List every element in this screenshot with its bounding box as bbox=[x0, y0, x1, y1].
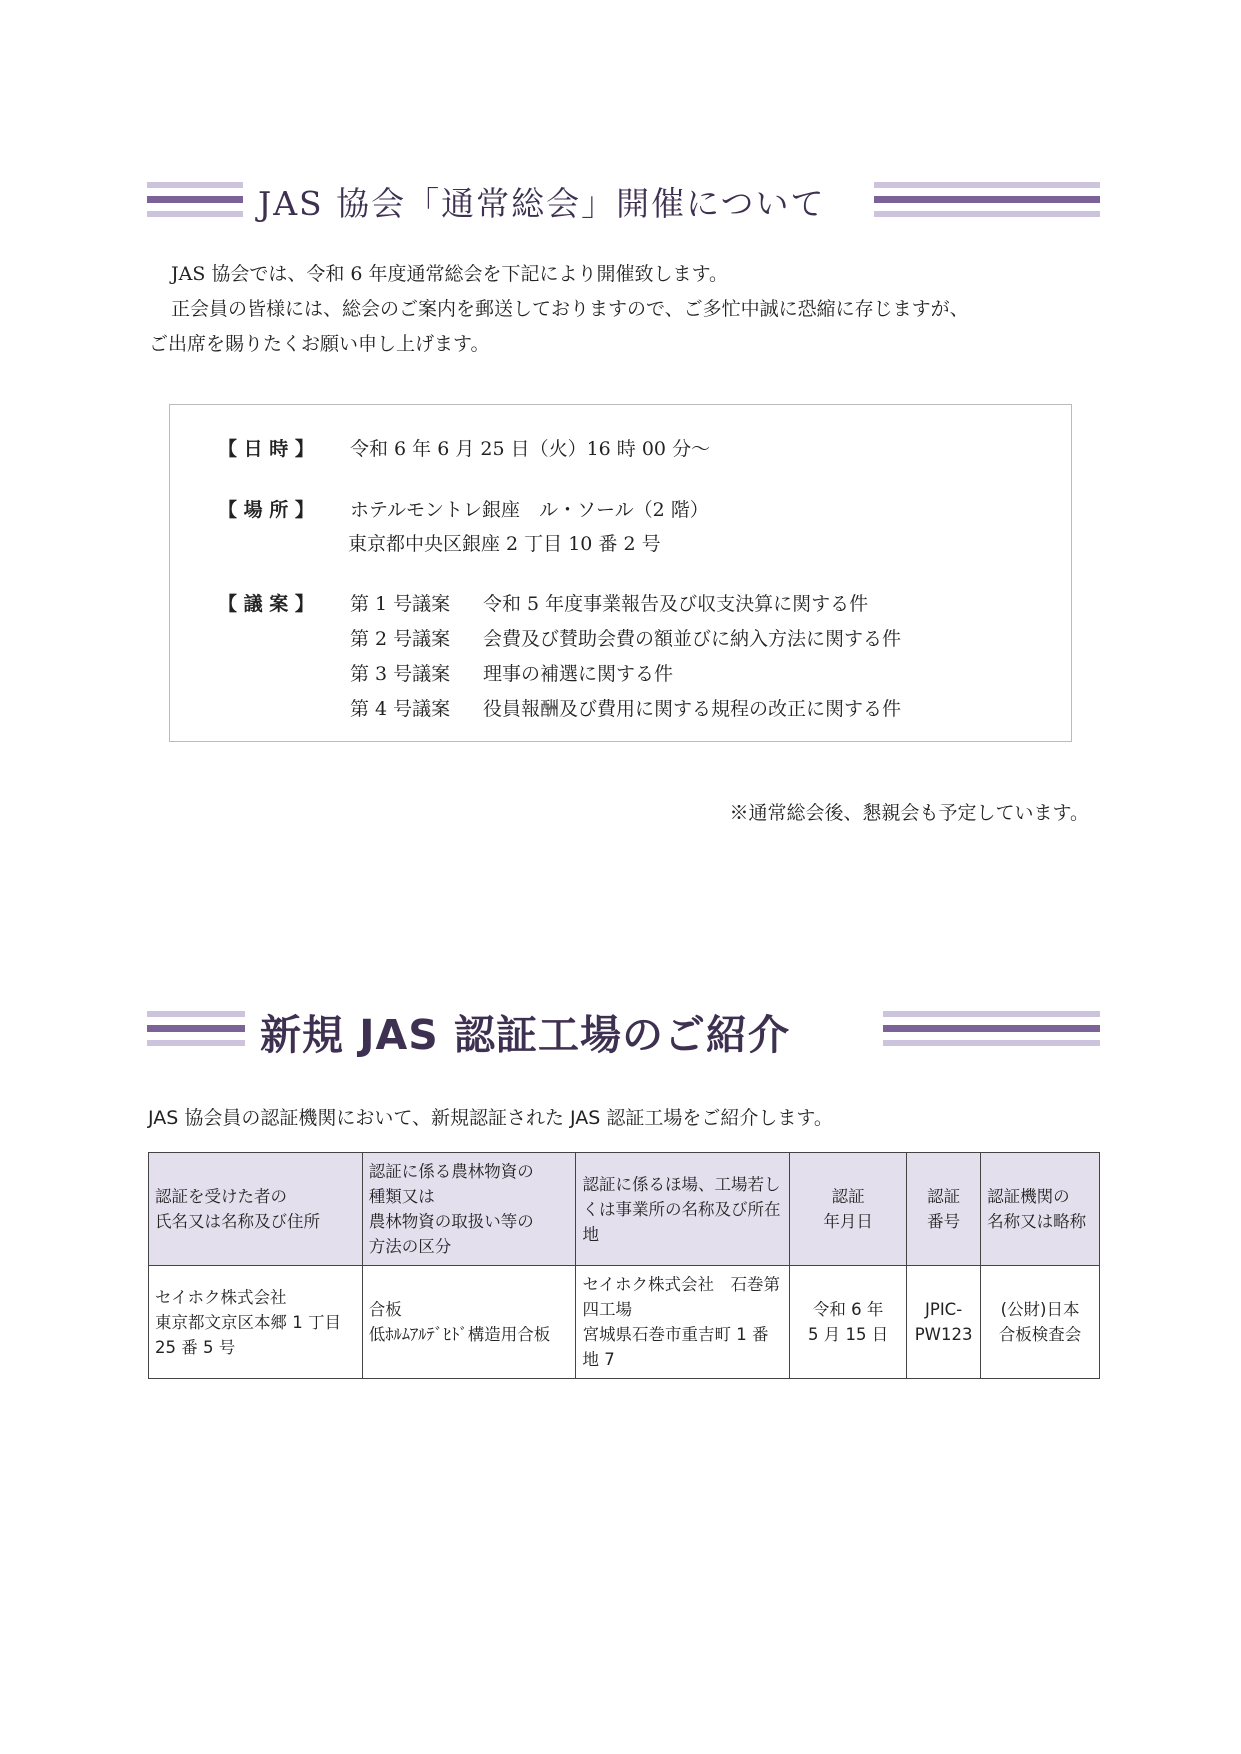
heading-decor-right bbox=[874, 182, 1100, 218]
certified-factories-table bbox=[148, 1152, 1100, 1379]
address-value: 東京都中央区銀座 2 丁目 10 番 2 号 bbox=[348, 533, 661, 555]
agenda-number: 第 2 号議案 bbox=[350, 628, 451, 650]
table-cell: セイホク株式会社 東京都文京区本郷 1 丁目 25 番 5 号 bbox=[149, 1266, 363, 1379]
column-header: 認証 年月日 bbox=[790, 1153, 907, 1266]
table-cell: 合板 低ﾎﾙﾑｱﾙﾃﾞﾋﾄﾞ構造用合板 bbox=[362, 1266, 576, 1379]
agenda-number: 第 4 号議案 bbox=[350, 698, 451, 720]
heading-decor-left bbox=[147, 1011, 245, 1047]
paragraph-line: ご出席を賜りたくお願い申し上げます。 bbox=[149, 333, 490, 355]
note: ※通常総会後、懇親会も予定しています。 bbox=[729, 802, 1089, 824]
agenda-number: 第 3 号議案 bbox=[350, 663, 451, 685]
agenda-item: 理事の補選に関する件 bbox=[483, 663, 674, 685]
section2-intro: JAS 協会員の認証機関において、新規認証された JAS 認証工場をご紹介します。 bbox=[148, 1107, 833, 1129]
table-cell: 令和 6 年 5 月 15 日 bbox=[790, 1266, 907, 1379]
table-cell: (公財)日本 合板検査会 bbox=[981, 1266, 1100, 1379]
agenda-item: 役員報酬及び費用に関する規程の改正に関する件 bbox=[483, 698, 902, 720]
heading-decor-left bbox=[147, 182, 243, 218]
section2-title: 新規 JAS 認証工場のご紹介 bbox=[260, 1011, 791, 1059]
heading-decor-right bbox=[883, 1011, 1100, 1047]
agenda-number: 第 1 号議案 bbox=[350, 593, 451, 615]
paragraph-line: JAS 協会では、令和 6 年度通常総会を下記により開催致します。 bbox=[171, 263, 729, 285]
agenda-item: 会費及び賛助会費の額並びに納入方法に関する件 bbox=[483, 628, 902, 650]
table-row bbox=[149, 1266, 1100, 1379]
agenda-label: 【 議 案 】 bbox=[218, 593, 314, 615]
column-header: 認証 番号 bbox=[907, 1153, 981, 1266]
column-header: 認証に係るほ場、工場若しくは事業所の名称及び所在地 bbox=[576, 1153, 790, 1266]
datetime-label: 【 日 時 】 bbox=[218, 438, 314, 460]
datetime-value: 令和 6 年 6 月 25 日（火）16 時 00 分～ bbox=[350, 438, 711, 460]
section1-title: JAS 協会「通常総会」開催について bbox=[258, 184, 826, 223]
place-label: 【 場 所 】 bbox=[218, 499, 314, 521]
table-cell: JPIC- PW123 bbox=[907, 1266, 981, 1379]
table-cell: セイホク株式会社 石巻第四工場 宮城県石巻市重吉町 1 番地 7 bbox=[576, 1266, 790, 1379]
column-header: 認証を受けた者の 氏名又は名称及び住所 bbox=[149, 1153, 363, 1266]
column-header: 認証に係る農林物資の 種類又は 農林物資の取扱い等の 方法の区分 bbox=[362, 1153, 576, 1266]
column-header: 認証機関の 名称又は略称 bbox=[981, 1153, 1100, 1266]
paragraph-line: 正会員の皆様には、総会のご案内を郵送しておりますので、ご多忙中誠に恐縮に存じますが、 bbox=[171, 298, 969, 320]
agenda-item: 令和 5 年度事業報告及び収支決算に関する件 bbox=[483, 593, 869, 615]
place-value: ホテルモントレ銀座 ル・ソール（2 階） bbox=[350, 499, 709, 521]
